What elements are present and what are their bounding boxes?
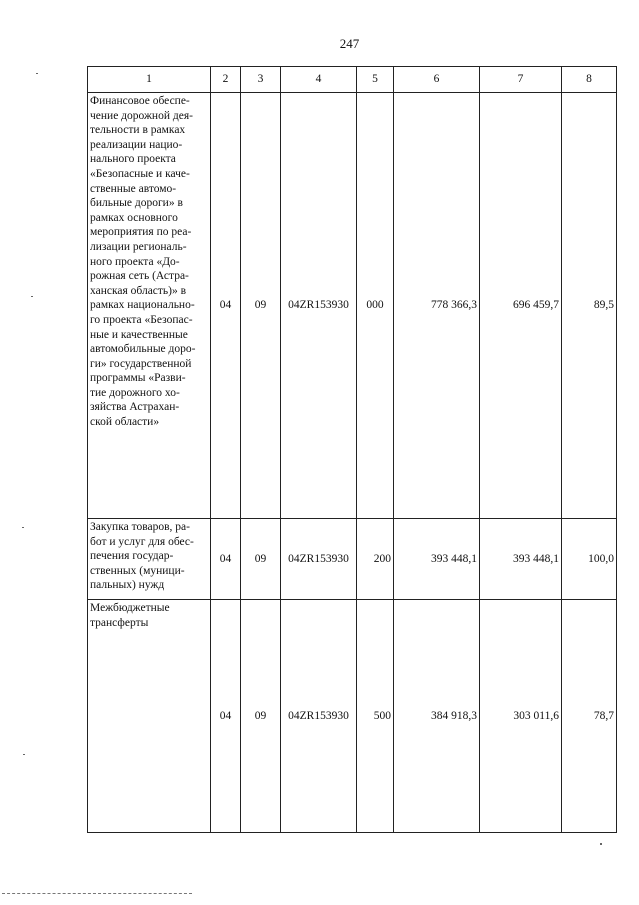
subsection-code: 09 <box>241 519 281 600</box>
scan-speck <box>36 73 38 74</box>
expense-type-code: 200 <box>357 519 394 600</box>
expense-type-code: 000 <box>357 93 394 519</box>
scan-speck <box>22 527 24 528</box>
section-code: 04 <box>211 93 241 519</box>
table-header-row <box>88 67 617 93</box>
actual-amount: 303 011,6 <box>480 600 562 833</box>
expense-type-code: 500 <box>357 600 394 833</box>
row-description: Финансовое обеспе- чение дорожной дея- тельности в рамках реализации нацио- нального проекта «Безопасные и каче- ственные автомо- бильные дороги» в рамках основного мероприятия по реа- лизации региональ- ного проекта «До- рожная сеть (Астра- ханская область)» в рамках национально- го проекта «Безопас- ные и качественные автомобильные доро- ги» государственной программы «Разви- тие дорожного хо- зяйства Астрахан- ской области» <box>88 93 211 519</box>
planned-amount: 384 918,3 <box>394 600 480 833</box>
target-article-code: 04ZR153930 <box>281 600 357 833</box>
table-row <box>88 600 617 833</box>
subsection-code: 09 <box>241 600 281 833</box>
column-header: 5 <box>357 67 394 93</box>
planned-amount: 778 366,3 <box>394 93 480 519</box>
column-header: 7 <box>480 67 562 93</box>
section-code: 04 <box>211 519 241 600</box>
column-header: 2 <box>211 67 241 93</box>
column-header: 3 <box>241 67 281 93</box>
target-article-code: 04ZR153930 <box>281 93 357 519</box>
scan-speck <box>600 843 602 845</box>
table-row <box>88 93 617 519</box>
actual-amount: 696 459,7 <box>480 93 562 519</box>
scan-speck <box>23 754 25 755</box>
execution-percent: 78,7 <box>562 600 617 833</box>
planned-amount: 393 448,1 <box>394 519 480 600</box>
scan-edge-line <box>2 893 192 895</box>
scan-speck <box>31 296 33 297</box>
column-header: 4 <box>281 67 357 93</box>
column-header: 8 <box>562 67 617 93</box>
actual-amount: 393 448,1 <box>480 519 562 600</box>
execution-percent: 100,0 <box>562 519 617 600</box>
budget-table <box>87 66 617 833</box>
column-header: 6 <box>394 67 480 93</box>
subsection-code: 09 <box>241 93 281 519</box>
column-header: 1 <box>88 67 211 93</box>
section-code: 04 <box>211 600 241 833</box>
row-description: Закупка товаров, ра- бот и услуг для обес- печения государ- ственных (муници- пальных) нужд <box>88 519 211 600</box>
table-row <box>88 519 617 600</box>
target-article-code: 04ZR153930 <box>281 519 357 600</box>
page-number: 247 <box>339 36 360 51</box>
execution-percent: 89,5 <box>562 93 617 519</box>
row-description: Межбюджетные трансферты <box>88 600 211 833</box>
